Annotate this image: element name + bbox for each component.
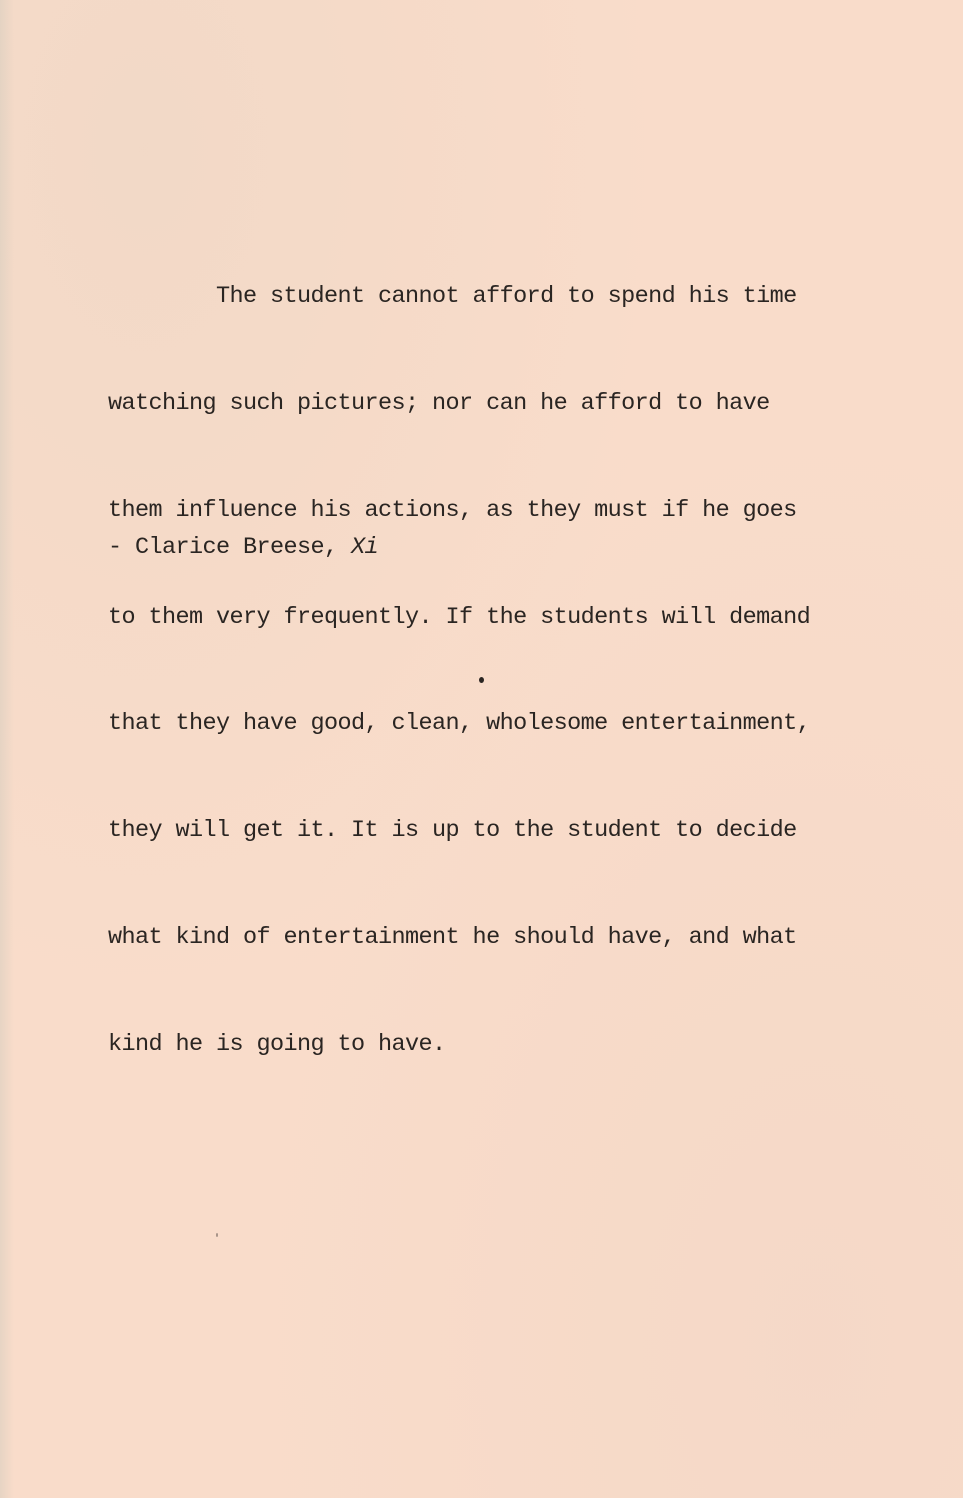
quote-paragraph	[108, 208, 868, 1098]
quote-line: what kind of entertainment he should have, and what	[108, 923, 797, 951]
quote-line: The student cannot afford to spend his time	[108, 283, 797, 311]
attribution-author: - Clarice Breese,	[108, 534, 352, 561]
quote-line: watching such pictures; nor can he afford to have	[108, 389, 770, 417]
attribution-publication: Xi	[351, 534, 379, 561]
quote-line: that they have good, clean, wholesome entertainment,	[108, 710, 811, 738]
ink-speck	[216, 1233, 218, 1237]
quote-line: them influence his actions, as they must if he goes	[108, 496, 797, 524]
page-left-edge-shadow	[0, 0, 14, 1498]
quote-line: to them very frequently. If the students will demand	[108, 603, 811, 631]
ink-speck	[479, 677, 484, 683]
attribution	[108, 530, 378, 566]
quote-line: they will get it. It is up to the student to decide	[108, 817, 797, 845]
quote-line: kind he is going to have.	[108, 1030, 446, 1058]
